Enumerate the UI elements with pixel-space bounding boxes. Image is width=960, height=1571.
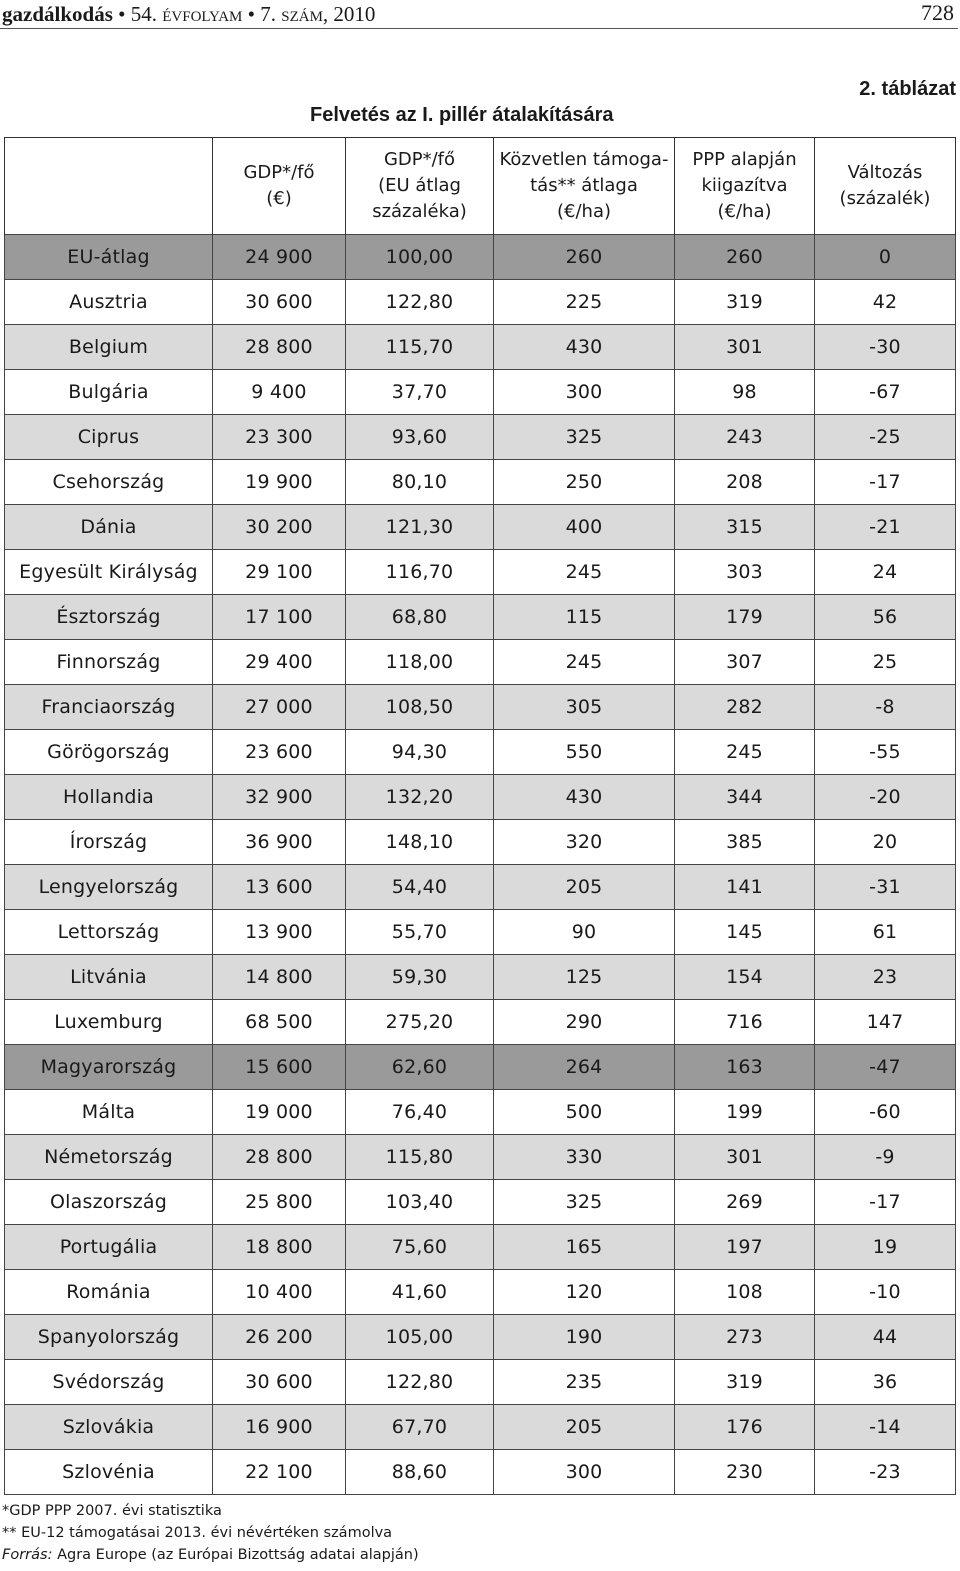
- cell-gdp: 23 600: [213, 730, 346, 775]
- footnote-gdp: *GDP PPP 2007. évi statisztika: [2, 1503, 222, 1519]
- cell-gdp: 28 800: [213, 325, 346, 370]
- table-row: [5, 640, 956, 685]
- cell-support: 205: [494, 1405, 675, 1450]
- cell-country: Franciaország: [5, 685, 213, 730]
- cell-support: 260: [494, 235, 675, 280]
- cell-change: 44: [815, 1315, 956, 1360]
- cell-ppp: 282: [675, 685, 815, 730]
- cell-country: Ausztria: [5, 280, 213, 325]
- cell-ppp: 108: [675, 1270, 815, 1315]
- table-row: [5, 1090, 956, 1135]
- cell-ppp: 319: [675, 1360, 815, 1405]
- cell-change: -20: [815, 775, 956, 820]
- table-row: [5, 550, 956, 595]
- table-row: [5, 280, 956, 325]
- table-row: [5, 955, 956, 1000]
- cell-gdp-pct: 37,70: [346, 370, 494, 415]
- cell-gdp: 10 400: [213, 1270, 346, 1315]
- cell-gdp-pct: 100,00: [346, 235, 494, 280]
- cell-gdp: 36 900: [213, 820, 346, 865]
- cell-country: Csehország: [5, 460, 213, 505]
- cell-gdp-pct: 115,70: [346, 325, 494, 370]
- cell-ppp: 385: [675, 820, 815, 865]
- table-row: [5, 685, 956, 730]
- cell-country: Görögország: [5, 730, 213, 775]
- cell-support: 430: [494, 775, 675, 820]
- cell-gdp-pct: 148,10: [346, 820, 494, 865]
- cell-gdp: 23 300: [213, 415, 346, 460]
- cell-gdp-pct: 88,60: [346, 1450, 494, 1495]
- table-row: [5, 1405, 956, 1450]
- cell-gdp: 68 500: [213, 1000, 346, 1045]
- table-row: [5, 1360, 956, 1405]
- cell-country: Románia: [5, 1270, 213, 1315]
- cell-support: 550: [494, 730, 675, 775]
- cell-country: Egyesült Királyság: [5, 550, 213, 595]
- cell-country: Hollandia: [5, 775, 213, 820]
- cell-support: 325: [494, 1180, 675, 1225]
- cell-gdp-pct: 54,40: [346, 865, 494, 910]
- cell-ppp: 197: [675, 1225, 815, 1270]
- table-row: [5, 415, 956, 460]
- table-row: [5, 1000, 956, 1045]
- cell-change: -14: [815, 1405, 956, 1450]
- cell-gdp-pct: 116,70: [346, 550, 494, 595]
- cell-country: Szlovénia: [5, 1450, 213, 1495]
- cell-support: 400: [494, 505, 675, 550]
- cell-support: 125: [494, 955, 675, 1000]
- cell-support: 300: [494, 370, 675, 415]
- cell-change: -60: [815, 1090, 956, 1135]
- cell-change: -30: [815, 325, 956, 370]
- cell-support: 190: [494, 1315, 675, 1360]
- source-text: Agra Europe (az Európai Bizottság adatai alapján): [52, 1547, 419, 1563]
- footnote-source: [2, 1544, 419, 1566]
- cell-ppp: 163: [675, 1045, 815, 1090]
- column-header-country: [5, 138, 213, 235]
- cell-ppp: 243: [675, 415, 815, 460]
- cell-country: EU-átlag: [5, 235, 213, 280]
- cell-gdp-pct: 80,10: [346, 460, 494, 505]
- cell-ppp: 307: [675, 640, 815, 685]
- cell-ppp: 301: [675, 325, 815, 370]
- table-row: [5, 730, 956, 775]
- cell-country: Olaszország: [5, 1180, 213, 1225]
- column-header-support: Közvetlen támoga- tás** átlaga (€/ha): [494, 138, 675, 235]
- table-row: [5, 775, 956, 820]
- cell-support: 320: [494, 820, 675, 865]
- cell-ppp: 301: [675, 1135, 815, 1180]
- page-number: 728: [921, 0, 954, 25]
- cell-gdp: 22 100: [213, 1450, 346, 1495]
- cell-gdp-pct: 59,30: [346, 955, 494, 1000]
- cell-change: -17: [815, 1180, 956, 1225]
- cell-change: -55: [815, 730, 956, 775]
- cell-ppp: 245: [675, 730, 815, 775]
- cell-gdp: 27 000: [213, 685, 346, 730]
- cell-change: -17: [815, 460, 956, 505]
- column-header-ppp: PPP alapján kiigazítva (€/ha): [675, 138, 815, 235]
- footnotes: [2, 1500, 419, 1566]
- cell-gdp: 17 100: [213, 595, 346, 640]
- source-label: Forrás:: [2, 1547, 53, 1563]
- cell-country: Portugália: [5, 1225, 213, 1270]
- cell-gdp-pct: 55,70: [346, 910, 494, 955]
- table-row: [5, 1180, 956, 1225]
- cell-change: 147: [815, 1000, 956, 1045]
- cell-support: 245: [494, 640, 675, 685]
- cell-change: -23: [815, 1450, 956, 1495]
- table-row: [5, 595, 956, 640]
- cell-gdp: 15 600: [213, 1045, 346, 1090]
- cell-change: -25: [815, 415, 956, 460]
- table-row: [5, 505, 956, 550]
- cell-gdp: 19 000: [213, 1090, 346, 1135]
- cell-gdp-pct: 94,30: [346, 730, 494, 775]
- cell-change: -9: [815, 1135, 956, 1180]
- cell-support: 205: [494, 865, 675, 910]
- table-caption: Felvetés az I. pillér átalakítására: [310, 104, 614, 126]
- cell-gdp-pct: 132,20: [346, 775, 494, 820]
- journal-name: gazdálkodás: [2, 2, 113, 26]
- cell-gdp-pct: 68,80: [346, 595, 494, 640]
- cell-gdp-pct: 115,80: [346, 1135, 494, 1180]
- cell-gdp: 19 900: [213, 460, 346, 505]
- cell-gdp-pct: 122,80: [346, 1360, 494, 1405]
- column-header-gdp-pct: GDP*/fő (EU átlag százaléka): [346, 138, 494, 235]
- cell-change: 24: [815, 550, 956, 595]
- cell-gdp-pct: 122,80: [346, 280, 494, 325]
- cell-change: 0: [815, 235, 956, 280]
- cell-support: 235: [494, 1360, 675, 1405]
- cell-change: -21: [815, 505, 956, 550]
- cell-gdp: 26 200: [213, 1315, 346, 1360]
- cell-gdp: 30 600: [213, 1360, 346, 1405]
- table-row: [5, 910, 956, 955]
- cell-gdp: 29 400: [213, 640, 346, 685]
- cell-ppp: 344: [675, 775, 815, 820]
- cell-gdp: 29 100: [213, 550, 346, 595]
- cell-country: Belgium: [5, 325, 213, 370]
- column-header-gdp: GDP*/fő (€): [213, 138, 346, 235]
- cell-gdp-pct: 121,30: [346, 505, 494, 550]
- cell-gdp: 13 600: [213, 865, 346, 910]
- cell-support: 115: [494, 595, 675, 640]
- cell-change: 20: [815, 820, 956, 865]
- cell-country: Finnország: [5, 640, 213, 685]
- cell-support: 250: [494, 460, 675, 505]
- cell-ppp: 716: [675, 1000, 815, 1045]
- cell-ppp: 269: [675, 1180, 815, 1225]
- cell-ppp: 98: [675, 370, 815, 415]
- cell-country: Észtország: [5, 595, 213, 640]
- cell-country: Spanyolország: [5, 1315, 213, 1360]
- cell-ppp: 315: [675, 505, 815, 550]
- cell-support: 245: [494, 550, 675, 595]
- running-header: [0, 0, 958, 29]
- cell-gdp-pct: 275,20: [346, 1000, 494, 1045]
- cell-ppp: 273: [675, 1315, 815, 1360]
- table-number: 2. táblázat: [859, 78, 956, 100]
- cell-gdp-pct: 62,60: [346, 1045, 494, 1090]
- cell-change: 19: [815, 1225, 956, 1270]
- cell-gdp-pct: 75,60: [346, 1225, 494, 1270]
- journal-title: [2, 2, 375, 27]
- cell-support: 325: [494, 415, 675, 460]
- cell-support: 120: [494, 1270, 675, 1315]
- cell-gdp: 25 800: [213, 1180, 346, 1225]
- cell-ppp: 176: [675, 1405, 815, 1450]
- cell-gdp: 32 900: [213, 775, 346, 820]
- table-row: [5, 1045, 956, 1090]
- journal-volume: • 54. évfolyam • 7. szám, 2010: [118, 2, 376, 26]
- table-row: [5, 370, 956, 415]
- cell-gdp: 16 900: [213, 1405, 346, 1450]
- cell-gdp: 14 800: [213, 955, 346, 1000]
- cell-support: 225: [494, 280, 675, 325]
- cell-ppp: 141: [675, 865, 815, 910]
- cell-country: Bulgária: [5, 370, 213, 415]
- cell-change: -47: [815, 1045, 956, 1090]
- cell-country: Ciprus: [5, 415, 213, 460]
- cell-support: 430: [494, 325, 675, 370]
- cell-support: 90: [494, 910, 675, 955]
- cell-change: 23: [815, 955, 956, 1000]
- cell-gdp: 30 200: [213, 505, 346, 550]
- cell-change: 61: [815, 910, 956, 955]
- cell-change: -31: [815, 865, 956, 910]
- cell-country: Litvánia: [5, 955, 213, 1000]
- cell-change: -8: [815, 685, 956, 730]
- cell-change: 36: [815, 1360, 956, 1405]
- cell-change: 25: [815, 640, 956, 685]
- cell-ppp: 179: [675, 595, 815, 640]
- table-row: [5, 235, 956, 280]
- cell-support: 290: [494, 1000, 675, 1045]
- cell-support: 165: [494, 1225, 675, 1270]
- cell-country: Magyarország: [5, 1045, 213, 1090]
- table-row: [5, 1315, 956, 1360]
- cell-gdp-pct: 108,50: [346, 685, 494, 730]
- cell-gdp: 18 800: [213, 1225, 346, 1270]
- cell-ppp: 154: [675, 955, 815, 1000]
- cell-gdp-pct: 118,00: [346, 640, 494, 685]
- cell-country: Dánia: [5, 505, 213, 550]
- cell-country: Luxemburg: [5, 1000, 213, 1045]
- table-row: [5, 1225, 956, 1270]
- cell-gdp-pct: 93,60: [346, 415, 494, 460]
- cell-change: -67: [815, 370, 956, 415]
- cell-country: Lettország: [5, 910, 213, 955]
- table-row: [5, 865, 956, 910]
- cell-gdp-pct: 103,40: [346, 1180, 494, 1225]
- cell-country: Szlovákia: [5, 1405, 213, 1450]
- cell-gdp-pct: 105,00: [346, 1315, 494, 1360]
- cell-ppp: 199: [675, 1090, 815, 1135]
- cell-gdp: 30 600: [213, 280, 346, 325]
- cell-support: 264: [494, 1045, 675, 1090]
- cell-change: 56: [815, 595, 956, 640]
- cell-support: 330: [494, 1135, 675, 1180]
- cell-gdp-pct: 76,40: [346, 1090, 494, 1135]
- cell-ppp: 145: [675, 910, 815, 955]
- cell-country: Németország: [5, 1135, 213, 1180]
- cell-support: 500: [494, 1090, 675, 1135]
- cell-country: Svédország: [5, 1360, 213, 1405]
- cell-support: 305: [494, 685, 675, 730]
- table-row: [5, 820, 956, 865]
- table-row: [5, 1135, 956, 1180]
- cell-country: Málta: [5, 1090, 213, 1135]
- table-row: [5, 1270, 956, 1315]
- cell-country: Írország: [5, 820, 213, 865]
- table-row: [5, 325, 956, 370]
- table-header-row: [5, 138, 956, 235]
- cell-gdp: 13 900: [213, 910, 346, 955]
- cell-ppp: 260: [675, 235, 815, 280]
- cell-gdp: 28 800: [213, 1135, 346, 1180]
- table-row: [5, 1450, 956, 1495]
- cell-support: 300: [494, 1450, 675, 1495]
- table-row: [5, 460, 956, 505]
- cell-country: Lengyelország: [5, 865, 213, 910]
- cell-gdp-pct: 41,60: [346, 1270, 494, 1315]
- cell-gdp: 9 400: [213, 370, 346, 415]
- cell-ppp: 319: [675, 280, 815, 325]
- footnote-support: ** EU-12 támogatásai 2013. évi névértéken számolva: [2, 1525, 393, 1541]
- cell-ppp: 230: [675, 1450, 815, 1495]
- table-body: [5, 235, 956, 1495]
- cell-gdp-pct: 67,70: [346, 1405, 494, 1450]
- column-header-change: Változás (százalék): [815, 138, 956, 235]
- cell-ppp: 303: [675, 550, 815, 595]
- data-table: [4, 137, 956, 1495]
- cell-change: 42: [815, 280, 956, 325]
- cell-change: -10: [815, 1270, 956, 1315]
- cell-ppp: 208: [675, 460, 815, 505]
- cell-gdp: 24 900: [213, 235, 346, 280]
